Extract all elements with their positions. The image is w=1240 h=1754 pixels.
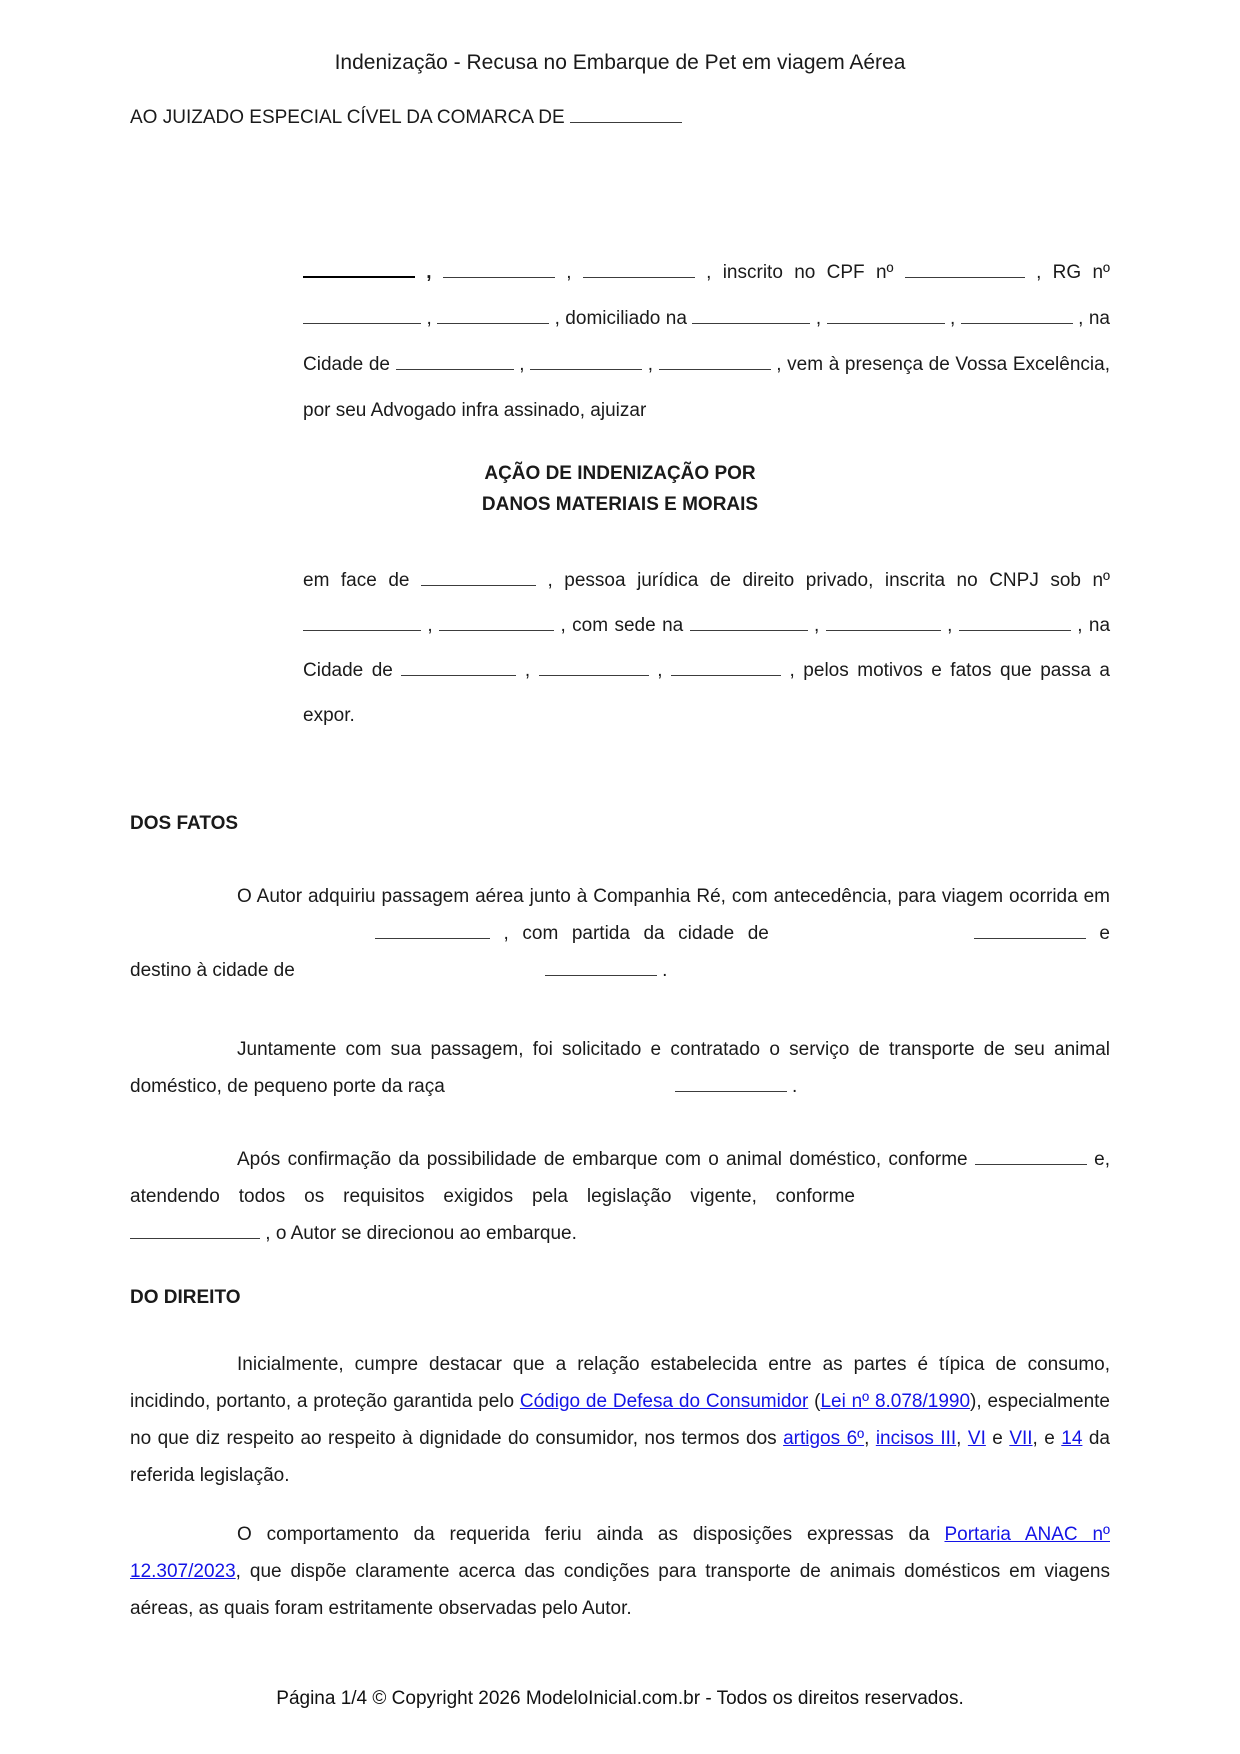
text-run: Inicialmente, cumpre destacar que a relação estabelecida entre as partes é típica de consumo, incidindo, portanto, a proteção garantida pelo (130, 1354, 1110, 1412)
legal-reference-link[interactable]: Código de Defesa do Consumidor (519, 1391, 809, 1412)
legal-reference-link[interactable]: VI (967, 1428, 986, 1449)
text-run: O comportamento da requerida feriu ainda as disposições expressas da (237, 1524, 945, 1545)
blank-field (826, 618, 941, 631)
field-gap (769, 938, 974, 939)
text-run: , e (1032, 1428, 1062, 1449)
blank-field (375, 926, 490, 939)
text-run: e (985, 1428, 1010, 1449)
action-heading (130, 458, 1110, 520)
text-run: e destino à cidade de (130, 923, 1110, 981)
text-run: da referida legislação. (130, 1428, 1110, 1486)
section-heading-dos-fatos: DOS FATOS (130, 813, 239, 834)
text-run: , (807, 615, 826, 636)
text-run: , domiciliado na (549, 308, 693, 329)
text-run: Juntamente com sua passagem, foi solicitado e contratado o serviço de transporte de seu animal doméstico, de pequeno porte da raça (130, 1039, 1110, 1097)
text-run: , (864, 1428, 876, 1449)
blank-field (671, 663, 781, 676)
facts-paragraph-2 (130, 1031, 1110, 1105)
text-run: , (421, 308, 438, 329)
text-run: , (944, 308, 961, 329)
text-run: . (786, 1076, 798, 1097)
text-run: , (421, 615, 440, 636)
blank-field (659, 357, 771, 370)
action-heading-line2: DANOS MATERIAIS E MORAIS (481, 494, 759, 515)
blank-field (961, 311, 1073, 324)
page-footer: Página 1/4 © Copyright 2026 ModeloInicial.com.br - Todos os direitos reservados. (276, 1688, 964, 1709)
text-run: em face de (303, 570, 421, 591)
text-run: , (415, 262, 443, 283)
text-run: , (940, 615, 959, 636)
text-run: , (642, 354, 659, 375)
blank-field (530, 357, 642, 370)
defendant-paragraph (303, 558, 1110, 738)
facts-paragraph-3 (130, 1141, 1110, 1252)
blank-field (443, 265, 555, 278)
field-gap (130, 938, 375, 939)
text-run: ( (808, 1391, 821, 1412)
text-run: , que dispõe claramente acerca das condições para transporte de animais domésticos em viagens aéreas, as quais foram estritamente observadas pelo Autor. (130, 1561, 1110, 1619)
blank-field (539, 663, 649, 676)
blank-field (690, 618, 808, 631)
blank-field (130, 1226, 260, 1239)
addressee-line (130, 106, 1110, 130)
text-run: , pessoa jurídica de direito privado, inscrita no CNPJ sob nº (535, 570, 1110, 591)
text-run: , pelos motivos e fatos que passa a expor. (303, 660, 1110, 726)
blank-field (303, 311, 421, 324)
blank-field (975, 1152, 1087, 1165)
legal-reference-link[interactable]: incisos III (875, 1428, 957, 1449)
document-title: Indenização - Recusa no Embarque de Pet em viagem Aérea (334, 51, 906, 74)
blank-field (421, 573, 536, 586)
blank-field (439, 618, 554, 631)
blank-field (570, 110, 682, 123)
legal-reference-link[interactable]: VII (1009, 1428, 1033, 1449)
text-run: , na Cidade de (303, 308, 1110, 375)
text-run: , (956, 1428, 968, 1449)
text-run: Após confirmação da possibilidade de embarque com o animal doméstico, conforme (237, 1149, 975, 1170)
blank-field (974, 926, 1086, 939)
blank-field (959, 618, 1071, 631)
legal-reference-link[interactable]: Portaria ANAC nº 12.307/2023 (130, 1524, 1110, 1582)
text-run: , (516, 660, 539, 681)
text-run: , (513, 354, 531, 375)
facts-paragraph-1 (130, 878, 1110, 989)
text-run: , na Cidade de (303, 615, 1111, 681)
blank-field (583, 265, 695, 278)
text-run: , com sede na (554, 615, 690, 636)
legal-reference-link[interactable]: artigos 6º (783, 1428, 865, 1449)
legal-reference-link[interactable]: Lei nº 8.078/1990 (820, 1391, 971, 1412)
field-gap (445, 1091, 675, 1092)
blank-field (396, 357, 514, 370)
blank-field (401, 663, 516, 676)
text-run: , com partida da cidade de (490, 923, 769, 944)
action-heading-line1: AÇÃO DE INDENIZAÇÃO POR (484, 463, 756, 484)
text-run: O Autor adquiriu passagem aérea junto à Companhia Ré, com antecedência, para viagem ocorrida em (237, 886, 1110, 907)
text-run: , vem à presença de Vossa Excelência, por seu Advogado infra assinado, ajuizar (303, 354, 1110, 421)
text-run: e, atendendo todos os requisitos exigidos pela legislação vigente, conforme (130, 1149, 1111, 1207)
text-run: AO JUIZADO ESPECIAL CÍVEL DA COMARCA DE (130, 107, 570, 128)
field-gap (855, 1201, 1110, 1202)
law-paragraph-1 (130, 1346, 1110, 1494)
text-run: ), especialmente no que diz respeito ao respeito à dignidade do consumidor, nos termos dos (130, 1391, 1110, 1449)
blank-field (827, 311, 945, 324)
law-paragraph-2 (130, 1516, 1110, 1627)
blank-field (545, 963, 657, 976)
blank-field (905, 265, 1025, 278)
blank-field (692, 311, 810, 324)
legal-reference-link[interactable]: 14 (1061, 1428, 1083, 1449)
blank-field (675, 1079, 787, 1092)
text-run: , (554, 262, 583, 283)
text-run: , o Autor se direcionou ao embarque. (260, 1223, 577, 1244)
text-run: . (656, 960, 668, 981)
text-run: , inscrito no CPF nº (694, 262, 905, 283)
section-heading-do-direito: DO DIREITO (130, 1287, 241, 1308)
text-run: , RG nº (1024, 262, 1110, 283)
blank-field (303, 618, 421, 631)
blank-field (437, 311, 549, 324)
text-run: , (648, 660, 671, 681)
field-gap (295, 975, 545, 976)
text-run: , (810, 308, 827, 329)
plaintiff-qualification-paragraph (303, 250, 1110, 434)
blank-field (303, 265, 415, 278)
